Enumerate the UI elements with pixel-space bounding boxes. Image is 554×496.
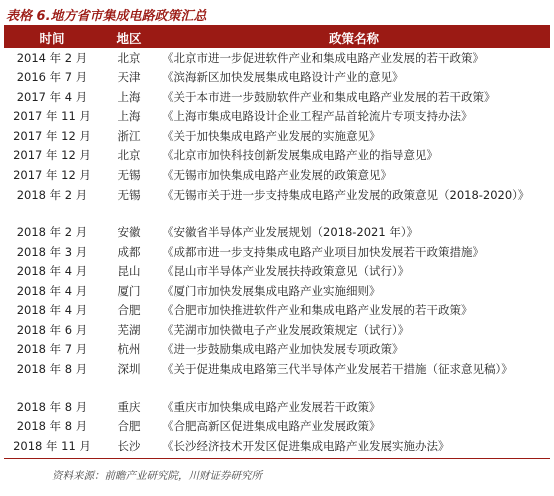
cell-name: 《北京市加快科技创新发展集成电路产业的指导意见》 [162,148,438,163]
cell-name: 《长沙经济技术开发区促进集成电路产业发展实施办法》 [162,438,450,453]
table-row [4,48,550,68]
table-row [4,397,550,417]
table-row [4,320,550,340]
cell-name: 《上海市集成电路设计企业工程产品首轮流片专项支持办法》 [162,109,473,124]
cell-area: 厦门 [117,283,141,298]
cell-name: 《重庆市加快集成电路产业发展若干政策》 [162,399,381,414]
cell-area: 上海 [117,89,141,104]
cell-area: 长沙 [117,438,141,453]
cell-name: 《无锡市加快集成电路产业发展的政策意见》 [162,167,392,182]
cell-area: 杭州 [117,342,141,357]
cell-time: 2018 年 2 月 [16,187,88,202]
cell-time: 2016 年 7 月 [16,70,88,85]
cell-name: 《合肥市加快推进软件产业和集成电路产业发展的若干政策》 [162,303,473,318]
table-body [4,48,550,456]
table-row [4,436,550,456]
table-row [4,165,550,185]
table-row [4,242,550,262]
table-row [4,281,550,301]
cell-area: 北京 [117,148,141,163]
cell-time: 2018 年 6 月 [16,322,88,337]
table-title: 表格 6.地方省市集成电路政策汇总 [6,9,207,24]
table-row [4,185,550,223]
cell-time: 2018 年 2 月 [16,225,88,240]
table-row [4,223,550,243]
cell-area: 深圳 [117,362,141,376]
cell-area: 天津 [117,70,141,85]
cell-time: 2018 年 8 月 [16,419,88,434]
cell-name: 《滨海新区加快发展集成电路设计产业的意见》 [162,70,404,85]
header-time: 时间 [39,30,65,46]
cell-name: 《成都市进一步支持集成电路产业项目加快发展若干政策措施》 [162,244,484,259]
cell-time: 2017 年 4 月 [16,89,88,104]
cell-name: 《无锡市关于进一步支持集成电路产业发展的政策意见（2018-2020）》 [162,187,530,202]
cell-name: 《关于本市进一步鼓励软件产业和集成电路产业发展的若干政策》 [162,89,496,104]
table-row [4,417,550,437]
cell-time: 2017 年 12 月 [13,128,91,143]
cell-name: 《安徽省半导体产业发展规划（2018-2021 年）》 [162,225,419,240]
table-row [4,340,550,360]
table-row [4,359,550,397]
source-note: 资料来源：前瞻产业研究院，川财证券研究所 [52,470,262,482]
table-row [4,262,550,282]
cell-time: 2018 年 4 月 [16,283,88,298]
cell-area: 重庆 [117,399,141,414]
cell-name: 《关于加快集成电路产业发展的实施意见》 [162,128,381,143]
cell-area: 北京 [117,50,141,65]
cell-time: 2018 年 7 月 [16,342,88,357]
cell-name: 《进一步鼓励集成电路产业加快发展专项政策》 [162,342,404,357]
cell-name: 《关于促进集成电路第三代半导体产业发展若干措施（征求意见稿）》 [162,362,513,376]
cell-name: 《厦门市加快发展集成电路产业实施细则》 [162,283,381,298]
cell-time: 2017 年 12 月 [13,148,91,163]
cell-time: 2017 年 12 月 [13,167,91,182]
cell-area: 无锡 [117,187,141,202]
cell-area: 上海 [117,109,141,124]
header-area: 地区 [116,30,142,46]
header-name: 政策名称 [328,30,379,46]
cell-area: 合肥 [117,419,141,434]
cell-area: 芜湖 [117,322,141,337]
cell-area: 昆山 [117,264,141,279]
cell-name: 《芜湖市加快微电子产业发展政策规定（试行）》 [162,322,410,337]
table-row [4,107,550,127]
bottom-rule [4,458,550,459]
policy-table [4,27,550,456]
cell-name: 《合肥高新区促进集成电路产业发展政策》 [162,419,381,434]
cell-time: 2014 年 2 月 [16,50,88,65]
cell-time: 2018 年 4 月 [16,264,88,279]
table-header [4,27,550,48]
table-row [4,87,550,107]
cell-time: 2018 年 8 月 [16,399,88,414]
cell-time: 2018 年 11 月 [13,438,91,453]
cell-time: 2018 年 8 月 [16,362,88,376]
cell-area: 安徽 [117,225,141,240]
table-row [4,68,550,88]
cell-area: 浙江 [117,128,141,143]
cell-time: 2017 年 11 月 [13,109,91,124]
cell-time: 2018 年 3 月 [16,244,88,259]
table-row [4,301,550,321]
cell-name: 《北京市进一步促进软件产业和集成电路产业发展的若干政策》 [162,50,484,65]
cell-area: 成都 [117,244,141,259]
cell-name: 《昆山市半导体产业发展扶持政策意见（试行）》 [162,264,410,279]
table-row [4,146,550,166]
cell-area: 无锡 [117,167,141,182]
table-row [4,126,550,146]
cell-area: 合肥 [117,303,141,318]
cell-time: 2018 年 4 月 [16,303,88,318]
